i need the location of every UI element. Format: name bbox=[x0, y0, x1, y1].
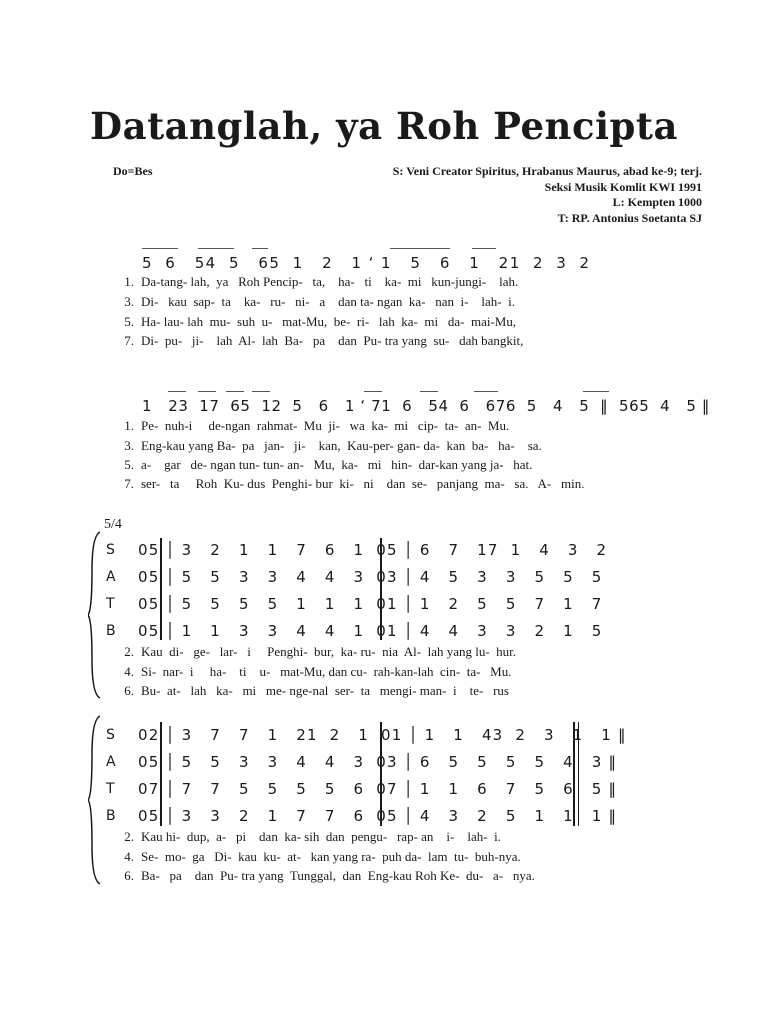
voice-label-soprano: S bbox=[106, 542, 115, 558]
beam bbox=[390, 248, 450, 249]
beam bbox=[168, 391, 186, 392]
voice-label-bass: B bbox=[106, 808, 116, 824]
credit-line: S: Veni Creator Spiritus, Hrabanus Maurus, abad ke-9; terj. bbox=[392, 164, 702, 178]
voice-label-bass: B bbox=[106, 623, 116, 639]
credits bbox=[393, 164, 702, 226]
time-signature: 5/4 bbox=[104, 517, 122, 532]
voice-label-alto: A bbox=[106, 569, 116, 585]
beam bbox=[198, 248, 234, 249]
credit-line: T: RP. Antonius Soetanta SJ bbox=[557, 210, 702, 225]
beam bbox=[364, 391, 382, 392]
key-signature: Do=Bes bbox=[113, 164, 153, 178]
credit-line: L: Kempten 1000 bbox=[612, 195, 702, 209]
system-brace bbox=[88, 714, 104, 886]
beam bbox=[252, 391, 270, 392]
beam bbox=[142, 248, 178, 249]
notes-text: 5 6 54 5 65 1 2 1 ʻ 1 5 6 1 21 2 3 2 bbox=[142, 254, 591, 272]
beam bbox=[472, 248, 496, 249]
voice-label-soprano: S bbox=[106, 727, 115, 743]
voice-label-tenor: T bbox=[106, 781, 115, 797]
credit-line: Seksi Musik Komlit KWI 1991 bbox=[544, 179, 702, 194]
voice-label-tenor: T bbox=[106, 596, 115, 612]
beam bbox=[252, 248, 268, 249]
beam bbox=[198, 391, 216, 392]
page-title: Datanglah, ya Roh Pencipta bbox=[90, 104, 678, 148]
beam bbox=[474, 391, 498, 392]
beam bbox=[420, 391, 438, 392]
beam bbox=[583, 391, 609, 392]
voice-label-alto: A bbox=[106, 754, 116, 770]
beam bbox=[226, 391, 244, 392]
system-brace bbox=[88, 530, 104, 700]
notes-text: 1 23 17 65 12 5 6 1 ʻ 71 6 54 6 676 5 4 5 ‖ 565 4 5 ‖ bbox=[142, 397, 711, 415]
